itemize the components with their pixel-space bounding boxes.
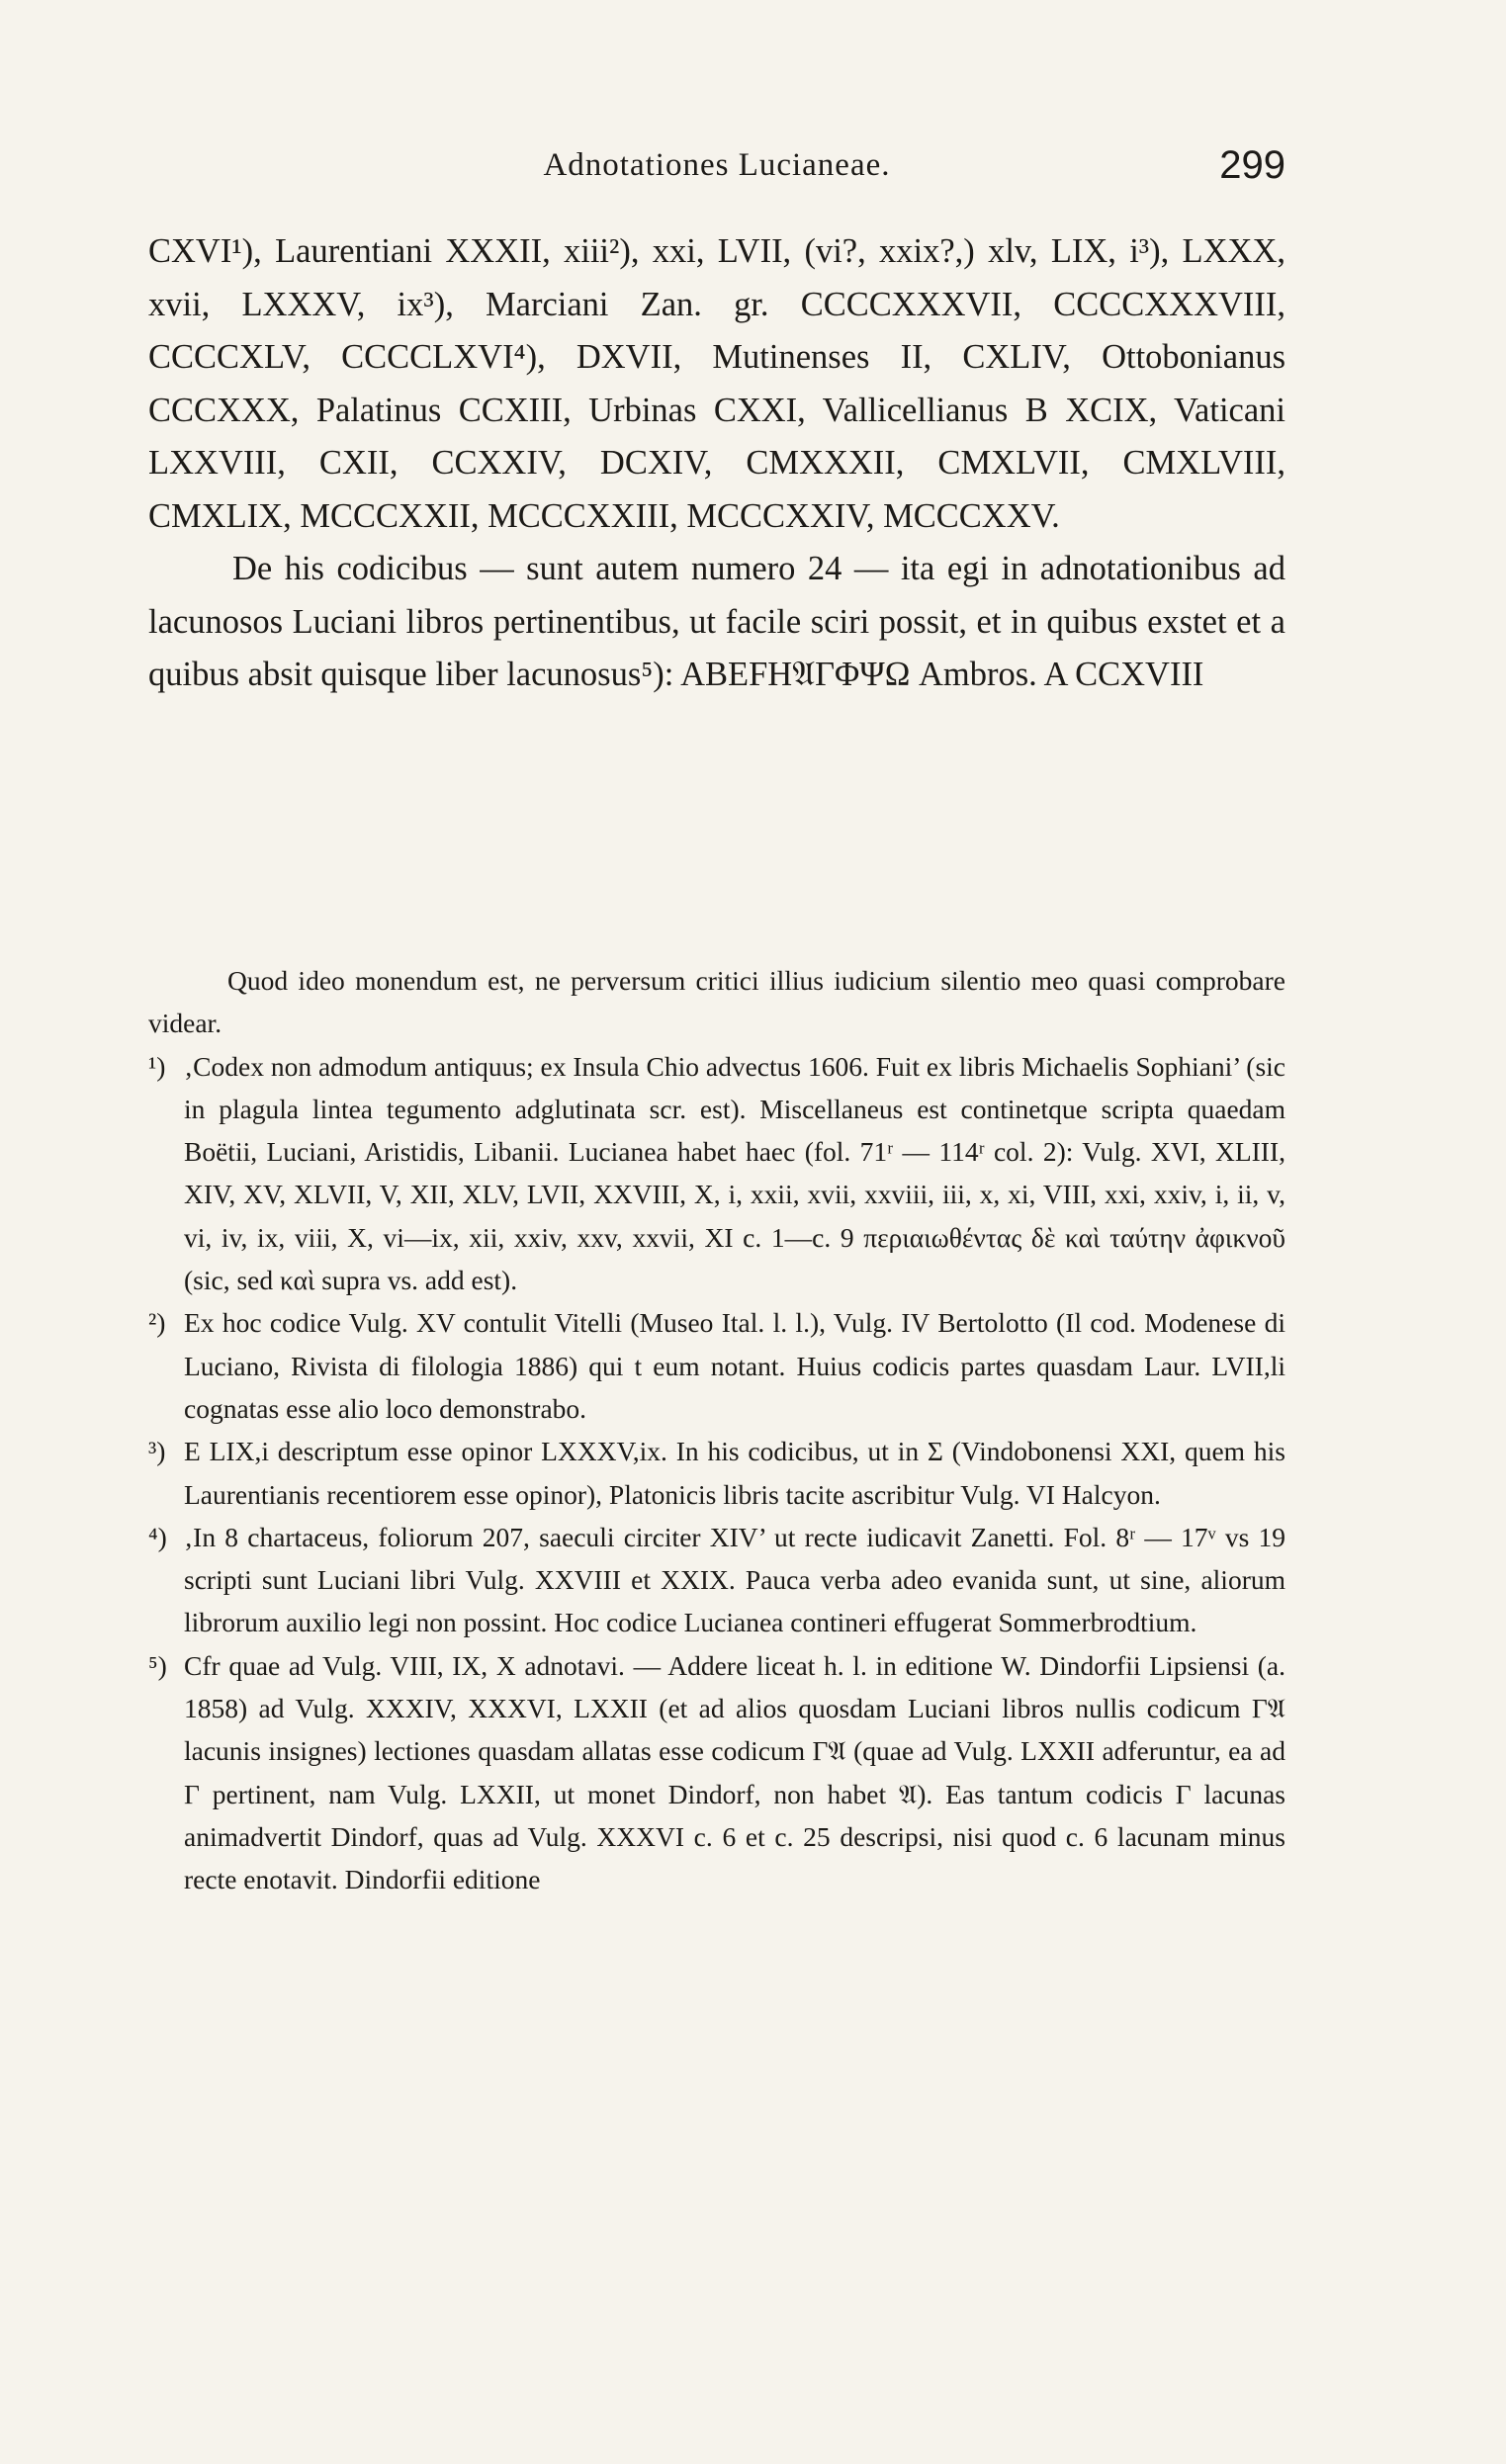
footnote-5 [148,1644,1285,1901]
footnote-text: E LIX,i descriptum esse opinor LXXXV,ix. In his codicibus, ut in Σ (Vindobonensi XXI, quem his Laurentianis recentiorem esse opinor), Platonicis libris tacite ascribitur Vulg. VI Halcyon. [184,1436,1285,1510]
footnote-mark: ²) [148,1307,166,1339]
paragraph-lacunosi: De his codicibus — sunt autem numero 24 — ita egi in adnotationibus ad lacunosos Luciani libros pertinentibus, ut facile sciri possit, et in quibus exstet et a quibus absit quisque liber lacunosus⁵): ABEFH𝔄ΓΦΨΩ Ambros. A CCXVIII [148,550,1285,693]
page-number: 299 [1219,143,1285,187]
footnote-3 [148,1430,1285,1516]
footnote-text: ‚Codex non admodum antiquus; ex Insula Chio advectus 1606. Fuit ex libris Michaelis Sophiani’ (sic in plagula lintea tegumento adglutinata scr. est). Miscellaneus est continetque scripta quaedam Boëtii, Luciani, Aristidis, Libanii. Lucianea habet haec (fol. 71ʳ — 114ʳ col. 2): Vulg. XVI, XLIII, XIV, XV, XLVII, V, XII, XLV, LVII, XXVIII, X, i, xxii, xvii, xxviii, iii, x, xi, VIII, xxi, xxiv, i, ii, v, vi, iv, ix, viii, X, vi—ix, xii, xxiv, xxv, xxvii, XI c. 1—c. 9 περιαιωθέντας δὲ καὶ ταύτην ἀφικνοῦ (sic, sed καὶ supra vs. add est). [184,1050,1285,1296]
footnote-mark: ³) [148,1436,166,1467]
footnote-intro: Quod ideo monendum est, ne perversum critici illius iudicium silentio meo quasi comprobare videar. [148,965,1285,1039]
footnote-4 [148,1516,1285,1644]
running-title: Adnotationes Lucianeae. [543,147,891,183]
footnote-mark: ¹) [148,1050,166,1082]
footnote-1 [148,1045,1285,1302]
footnote-text: Ex hoc codice Vulg. XV contulit Vitelli (Museo Ital. l. l.), Vulg. IV Bertolotto (Il cod. Modenese di Luciano, Rivista di filologia 1886) qui t eum notant. Huius codicis partes quasdam Laur. LVII,li cognatas esse alio loco demonstrabo. [184,1307,1285,1424]
footnotes [148,959,1285,1901]
footnote-mark: ⁵) [148,1649,167,1681]
main-text [148,225,1285,702]
running-head [148,143,1285,193]
footnote-2 [148,1301,1285,1430]
footnote-text: Cfr quae ad Vulg. VIII, IX, X adnotavi. — Addere liceat h. l. in editione W. Dindorfii Lipsiensi (a. 1858) ad Vulg. XXXIV, XXXVI, LXXII (et ad alios quosdam Luciani libros nullis codicum Γ𝔄 lacunis insignes) lectiones quasdam allatas esse codicum Γ𝔄 (quae ad Vulg. LXXII adferuntur, ea ad Γ pertinent, nam Vulg. LXXII, ut monet Dindorf, non habet 𝔄). Eas tantum codicis Γ lacunas animadvertit Dindorf, quas ad Vulg. XXXVI c. 6 et c. 25 descripsi, nisi quod c. 6 lacunam minus recte enotavit. Dindorfii editione [184,1649,1285,1895]
footnote-mark: ⁴) [148,1521,167,1552]
footnote-text: ‚In 8 chartaceus, foliorum 207, saeculi circiter XIV’ ut recte iudicavit Zanetti. Fol. 8ʳ — 17ᵛ vs 19 scripti sunt Luciani libri Vulg. XXVIII et XXIX. Pauca verba adeo evanida sunt, ut sine, aliorum librorum auxilio legi non possint. Hoc codice Lucianea contineri effugerat Sommerbrodtium. [184,1521,1285,1638]
paragraph-codices-list: CXVI¹), Laurentiani XXXII, xiii²), xxi, LVII, (vi?, xxix?,) xlv, LIX, i³), LXXX, xvii, LXXXV, ix³), Marciani Zan. gr. CCCCXXXVII, CCCCXXXVIII, CCCCXLV, CCCCLXVI⁴), DXVII, Mutinenses II, CXLIV, Ottobonianus CCCXXX, Palatinus CCXIII, Urbinas CXXI, Vallicellianus B XCIX, Vaticani LXXVIII, CXII, CCXXIV, DCXIV, CMXXXII, CMXLVII, CMXLVIII, CMXLIX, MCCCXXII, MCCCXXIII, MCCCXXIV, MCCCXXV. [148,232,1285,535]
